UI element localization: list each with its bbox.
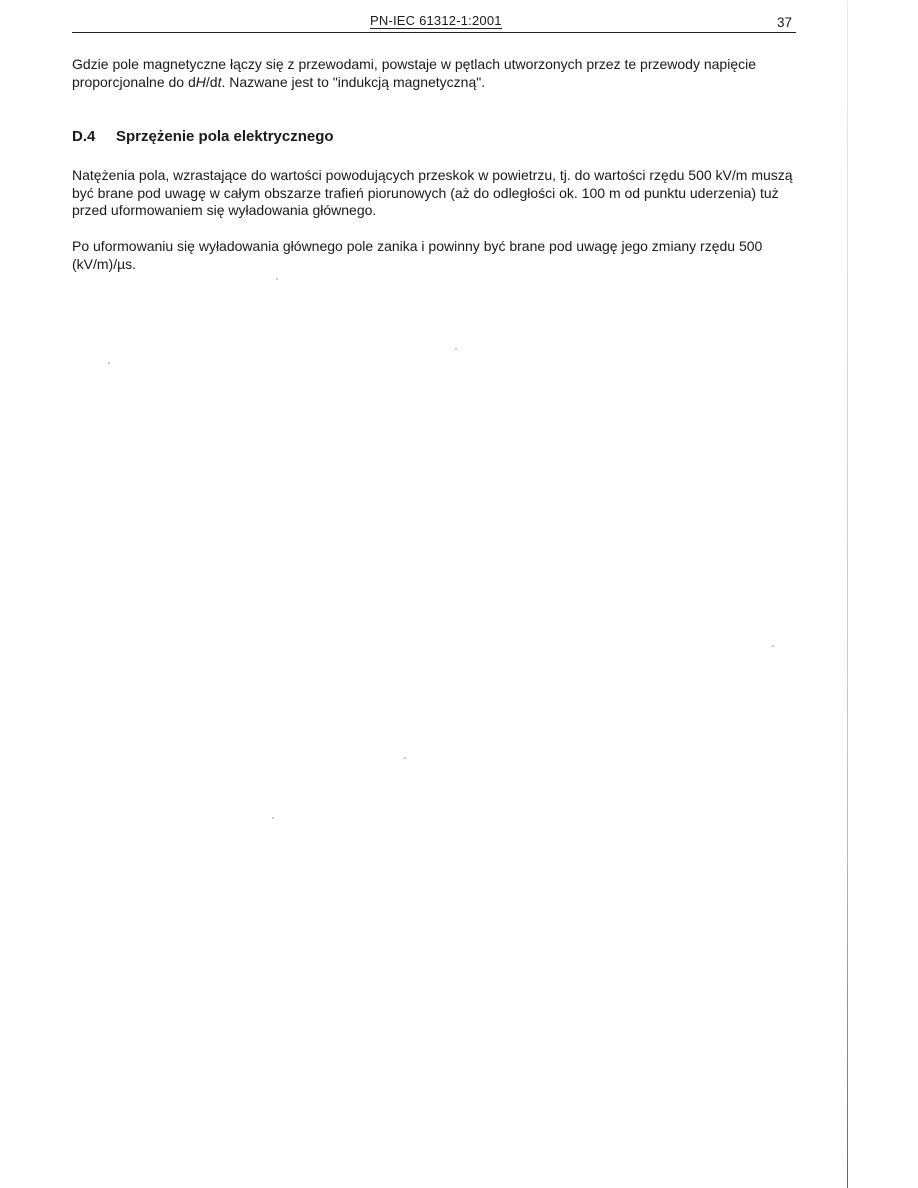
paragraph-field-strength: Natężenia pola, wzrastające do wartości powodujących przeskok w powietrzu, tj. do wartości rzędu 500 kV/m muszą być brane pod uwagę w całym obszarze trafień piorunowych (aż do odległości ok. 100 m od punktu uderzenia) tuż przed uformowaniem się wyładowania głównego.: [72, 167, 793, 218]
paragraph-field-decay: Po uformowaniu się wyładowania głównego pole zanika i powinny być brane pod uwagę jego zmiany rzędu 500 (kV/m)/µs.: [72, 238, 763, 272]
scan-speck: [272, 817, 274, 819]
paragraph-text: /d: [205, 73, 218, 90]
paragraph-text: Gdzie pole magnetyczne łączy się z przewodami, powstaje w pętlach utworzonych przez te przewody napięcie proporcjonalne do d: [72, 56, 757, 90]
paragraph-text: . Nazwane jest to "indukcją magnetyczną".: [221, 73, 486, 90]
paragraph-magnetic-induction: [72, 56, 796, 91]
section-title: Sprzężenie pola elektrycznego: [116, 128, 334, 145]
scan-edge-line: [847, 0, 848, 1188]
scan-speck: [404, 757, 406, 759]
symbol-t: t: [217, 73, 222, 90]
symbol-h: H: [195, 73, 206, 90]
scan-speck: [276, 278, 278, 280]
scan-speck: [455, 348, 457, 350]
page-header: [72, 10, 796, 33]
section-heading: [72, 128, 334, 145]
page-number: 37: [776, 15, 792, 30]
scan-speck: [772, 645, 774, 647]
section-number: D.4: [72, 128, 96, 145]
scan-speck: [108, 362, 110, 364]
standard-code: PN-IEC 61312-1:2001: [370, 13, 502, 28]
